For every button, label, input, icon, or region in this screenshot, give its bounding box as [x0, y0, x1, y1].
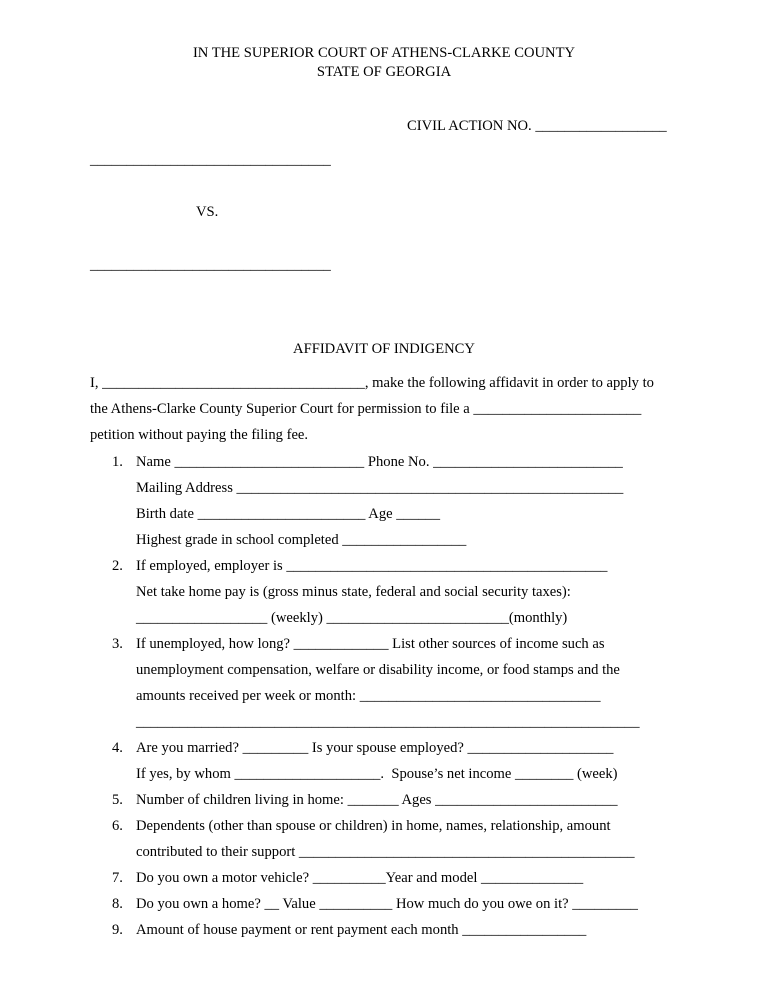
mailing-address-field[interactable]: Mailing Address _____________________________________________________: [136, 480, 624, 496]
item-number: 5.: [112, 792, 123, 808]
item-number: 4.: [112, 740, 123, 756]
spouse-employer-income-fields[interactable]: If yes, by whom ____________________. Spouse’s net income ________ (week): [136, 766, 618, 782]
pay-weekly-monthly-fields[interactable]: __________________ (weekly) _________________________(monthly): [136, 610, 568, 626]
unemployed-duration-field[interactable]: If unemployed, how long? _____________ List other sources of income such as: [136, 636, 605, 652]
intro-line-3: petition without paying the filing fee.: [90, 427, 309, 443]
item-number: 1.: [112, 454, 123, 470]
house-payment-field[interactable]: Amount of house payment or rent payment each month _________________: [136, 922, 587, 938]
home-ownership-fields[interactable]: Do you own a home? __ Value __________ How much do you owe on it? _________: [136, 896, 638, 912]
document-title: AFFIDAVIT OF INDIGENCY: [293, 341, 475, 357]
defendant-name-field[interactable]: _________________________________: [90, 257, 331, 273]
item-number: 9.: [112, 922, 123, 938]
dependents-support-field[interactable]: contributed to their support ______________________________________________: [136, 844, 635, 860]
plaintiff-name-field[interactable]: _________________________________: [90, 152, 331, 168]
motor-vehicle-fields[interactable]: Do you own a motor vehicle? __________Year and model ______________: [136, 870, 584, 886]
married-spouse-employed-fields[interactable]: Are you married? _________ Is your spouse employed? ____________________: [136, 740, 614, 756]
children-ages-fields[interactable]: Number of children living in home: _______ Ages _________________________: [136, 792, 618, 808]
other-income-text: unemployment compensation, welfare or disability income, or food stamps and the: [136, 662, 620, 678]
amounts-received-continued-field[interactable]: _____________________________________________________________________: [136, 714, 640, 730]
versus-label: VS.: [196, 204, 219, 220]
court-name: IN THE SUPERIOR COURT OF ATHENS-CLARKE COUNTY: [192, 45, 576, 61]
intro-line-1[interactable]: I, ____________________________________, make the following affidavit in order to apply to: [90, 375, 654, 391]
highest-grade-field[interactable]: Highest grade in school completed _________________: [136, 532, 467, 548]
birth-date-age-fields[interactable]: Birth date _______________________ Age ______: [136, 506, 441, 522]
item-number: 7.: [112, 870, 123, 886]
amounts-received-field[interactable]: amounts received per week or month: _________________________________: [136, 688, 601, 704]
item-number: 8.: [112, 896, 123, 912]
dependents-text: Dependents (other than spouse or children) in home, names, relationship, amount: [136, 818, 611, 834]
intro-line-2[interactable]: the Athens-Clarke County Superior Court for permission to file a _______________________: [90, 401, 642, 417]
name-phone-fields[interactable]: Name __________________________ Phone No. __________________________: [136, 454, 623, 470]
item-number: 2.: [112, 558, 123, 574]
item-number: 3.: [112, 636, 123, 652]
item-number: 6.: [112, 818, 123, 834]
state-name: STATE OF GEORGIA: [316, 64, 452, 80]
take-home-pay-label: Net take home pay is (gross minus state, federal and social security taxes):: [136, 584, 571, 600]
civil-action-number-field[interactable]: CIVIL ACTION NO. __________________: [407, 118, 667, 134]
employer-field[interactable]: If employed, employer is ____________________________________________: [136, 558, 608, 574]
